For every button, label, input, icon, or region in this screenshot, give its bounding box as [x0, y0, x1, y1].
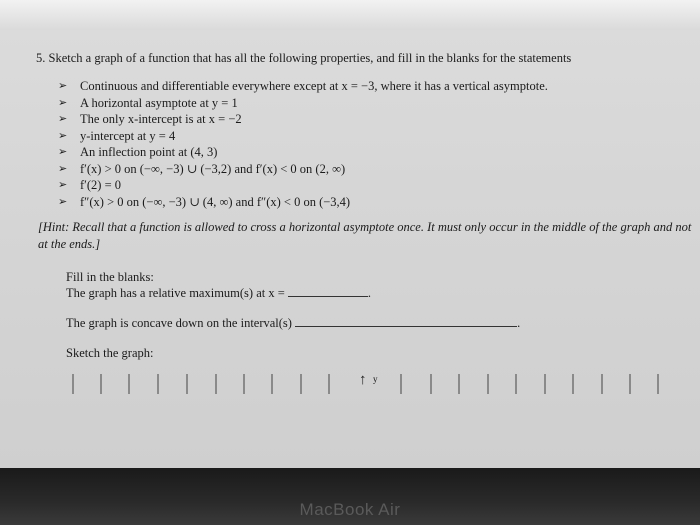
axis-tick [186, 374, 188, 394]
axis-tick [601, 374, 603, 394]
concave-down-line: The graph is concave down on the interval(s) . [66, 316, 521, 330]
list-item [58, 144, 548, 161]
axis-tick [128, 374, 130, 394]
property-text: y-intercept at y = 4 [80, 128, 176, 143]
fill-in-title: Fill in the blanks: [66, 270, 154, 284]
axis-tick [572, 374, 574, 394]
relative-max-blank[interactable] [288, 286, 368, 297]
axis-tick [72, 374, 74, 394]
question-title: 5. Sketch a graph of a function that has all the following properties, and fill in the blanks for the statements [36, 51, 572, 65]
axis-tick [458, 374, 460, 394]
axis-tick [215, 374, 217, 394]
x-axis-ticks [60, 370, 680, 400]
property-text: f″(x) > 0 on (−∞, −3) ∪ (4, ∞) and f″(x) < 0 on (−3,4) [80, 194, 351, 209]
axis-tick [629, 374, 631, 394]
arrow-bullet-icon: ➢ [58, 146, 68, 158]
sketch-label: Sketch the graph: [66, 346, 154, 360]
axis-tick [544, 374, 546, 394]
axis-tick [487, 374, 489, 394]
list-item [58, 177, 548, 194]
list-item [58, 78, 548, 95]
axis-tick [515, 374, 517, 394]
arrow-bullet-icon: ➢ [58, 80, 68, 92]
property-text: The only x-intercept is at x = −2 [80, 112, 242, 126]
laptop-brand-label: MacBook Air [299, 500, 401, 519]
arrow-bullet-icon: ➢ [58, 96, 68, 109]
property-text: An inflection point at (4, 3) [80, 145, 218, 159]
hint-text: [Hint: Recall that a function is allowed to cross a horizontal asymptote once. It must only occur in the middle of the graph and not at the ends.] [38, 220, 692, 251]
relative-max-label: The graph has a relative maximum(s) at x = [66, 286, 285, 300]
arrow-bullet-icon: ➢ [58, 195, 68, 208]
list-item [58, 111, 548, 128]
concave-down-blank[interactable] [295, 316, 517, 327]
relative-max-line: The graph has a relative maximum(s) at x = . [66, 286, 372, 300]
concave-down-label: The graph is concave down on the interval(s) [66, 316, 292, 330]
y-axis-label: y [373, 374, 378, 384]
y-axis-arrow-icon: ↑ [359, 372, 367, 388]
arrow-bullet-icon: ➢ [58, 179, 68, 191]
axis-tick [300, 374, 302, 394]
property-list [58, 78, 548, 210]
property-text: f′(2) = 0 [80, 178, 122, 192]
property-text: A horizontal asymptote at y = 1 [80, 95, 238, 110]
list-item [58, 95, 548, 112]
arrow-bullet-icon: ➢ [58, 113, 68, 125]
arrow-bullet-icon: ➢ [58, 129, 68, 142]
axis-tick [400, 374, 402, 394]
list-item [58, 194, 548, 211]
axis-tick [100, 374, 102, 394]
axis-tick [328, 374, 330, 394]
property-text: f′(x) > 0 on (−∞, −3) ∪ (−3,2) and f′(x) < 0 on (2, ∞) [80, 161, 346, 176]
axis-tick [657, 374, 659, 394]
axis-tick [271, 374, 273, 394]
axis-tick [243, 374, 245, 394]
list-item [58, 161, 548, 178]
arrow-bullet-icon: ➢ [58, 162, 68, 175]
axis-tick [430, 374, 432, 394]
list-item [58, 128, 548, 145]
axis-tick [157, 374, 159, 394]
property-text: Continuous and differentiable everywhere except at x = −3, where it has a vertical asymptote. [80, 79, 548, 93]
